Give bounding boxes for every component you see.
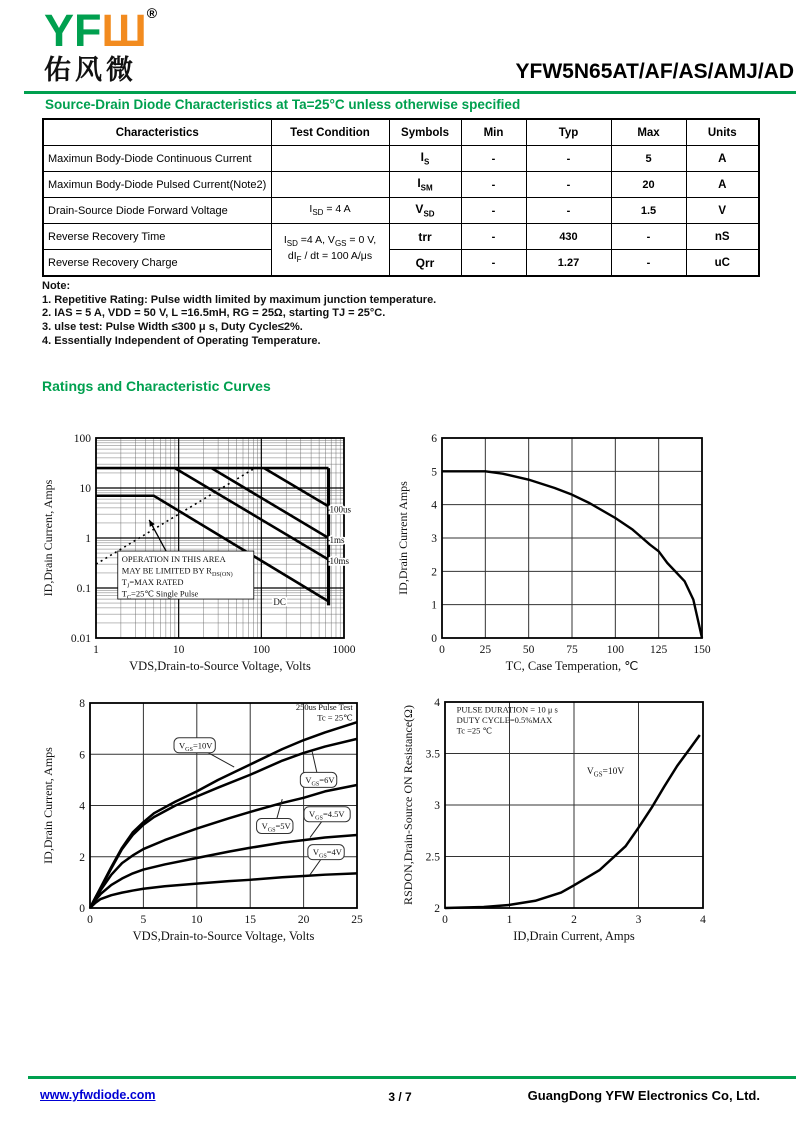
svg-text:TC, Case Temperation, ℃: TC, Case Temperation, ℃ [505,659,639,673]
table-cell: Reverse Recovery Charge [43,250,271,277]
svg-text:3: 3 [434,800,440,812]
svg-text:8: 8 [79,698,85,710]
table-cell: - [461,172,526,198]
characteristics-table [42,118,760,277]
svg-text:ID,Drain Current, Amps: ID,Drain Current, Amps [41,747,55,864]
svg-text:100us: 100us [329,504,352,515]
table-cell: $I_{SD} =4$ A, $V_{GS} = 0$ V, $dI_F$ / dt = 100 A/μs [271,224,389,277]
svg-text:2: 2 [79,851,85,864]
table-header: Typ [526,119,611,146]
notes-label: Note: [42,280,71,292]
table-cell: - [526,198,611,224]
table-row [43,224,759,250]
table-cell: 20 [611,172,686,198]
website-link[interactable]: www.yfwdiode.com [40,1088,156,1102]
header-divider [24,91,796,94]
table-cell: - [461,250,526,277]
svg-text:0.01: 0.01 [70,633,91,645]
svg-text:10: 10 [79,483,91,495]
svg-text:1: 1 [93,644,99,656]
svg-text:VGS=6V: $V_{GS}=6V$ [305,774,335,788]
svg-text:0: 0 [442,914,448,926]
svg-text:MAY BE LIMITED BY RDS(ON): MAY BE LIMITED BY $R_{DS(ON)}$ [121,565,233,579]
svg-text:2: 2 [434,903,440,915]
svg-text:ID,Drain Current, Amps: ID,Drain Current, Amps [41,479,55,597]
table-cell: - [526,146,611,172]
table-header: Characteristics [43,119,271,146]
chart-rdson-vs-current [400,668,730,958]
company-name: GuangDong YFW Electronics Co, Ltd. [527,1088,760,1103]
table-cell: - [461,198,526,224]
yfw-logo-mark [44,5,158,56]
svg-text:100: 100 [73,433,91,445]
svg-text:PULSE DURATION = 10 μ s: PULSE DURATION = 10 μ s [456,704,558,715]
svg-text:4: 4 [431,499,437,512]
svg-text:25: 25 [479,644,492,656]
note-item: 4. Essentially Independent of Operating Temperature. [42,334,321,347]
table-cell: - [526,172,611,198]
svg-text:2: 2 [431,566,437,579]
svg-text:0: 0 [431,633,437,645]
footer-divider [28,1076,796,1079]
table-cell: nS [686,224,759,250]
table-row [43,146,759,172]
svg-text:125: 125 [650,644,668,656]
page-number: 3 / 7 [388,1090,412,1104]
svg-text:1: 1 [85,533,91,545]
note-item: 2. IAS = 5 A, VDD = 50 V, L =16.5mH, RG = 25Ω, starting TJ = 25°C. [42,307,386,320]
logo-w-glyph: Ш [101,5,147,56]
svg-text:75: 75 [566,644,578,656]
svg-text:4: 4 [434,697,440,709]
note-item: 1. Repetitive Rating: Pulse width limited by maximum junction temperature. [42,293,437,306]
svg-text:1000: 1000 [332,644,356,656]
svg-text:VGS=5V: $V_{GS}=5V$ [261,821,291,834]
registered-trademark-icon: ® [146,5,158,21]
svg-text:2.5: 2.5 [425,851,440,864]
table-cell: - [461,224,526,250]
svg-text:5: 5 [140,914,147,926]
section-title-curves: Ratings and Characteristic Curves [42,378,271,394]
svg-text:VGS=4V: $V_{GS}=4V$ [312,847,342,860]
svg-text:0: 0 [87,914,93,926]
table-cell: 1.27 [526,250,611,277]
svg-text:250us Pulse Test: 250us Pulse Test [295,702,353,713]
table-row [43,250,759,277]
svg-text:ID,Drain Current, Amps: ID,Drain Current, Amps [513,929,635,943]
svg-text:4: 4 [700,914,706,926]
table-cell: A [686,172,759,198]
table-cell: - [611,224,686,250]
table-header: Max [611,119,686,146]
chart-output-characteristics [40,668,380,958]
svg-text:OPERATION IN THIS AREA: OPERATION IN THIS AREA [121,554,226,565]
table-cell: - [461,146,526,172]
table-row [43,172,759,198]
svg-text:VDS,Drain-to-Source Voltage, V: VDS,Drain-to-Source Voltage, Volts [129,659,311,673]
svg-text:0: 0 [79,903,85,915]
svg-text:DUTY CYCLE=0.5%MAX: DUTY CYCLE=0.5%MAX [456,714,553,725]
note-item: 3. ulse test: Pulse Width ≤300 μ s, Duty Cycle≤2%. [42,320,303,333]
svg-text:5: 5 [431,466,437,479]
svg-text:DC: DC [273,597,286,608]
table-header: Min [461,119,526,146]
svg-text:2: 2 [571,914,577,926]
svg-text:3: 3 [431,533,437,545]
table-header: Units [686,119,759,146]
notes-block [42,280,436,348]
svg-text:15: 15 [244,914,256,926]
svg-text:1ms: 1ms [329,534,345,545]
svg-text:Tc = 25℃: Tc = 25℃ [317,712,353,723]
table-cell: Reverse Recovery Time [43,224,271,250]
svg-text:100: 100 [252,644,270,656]
table-cell: 5 [611,146,686,172]
svg-text:3.5: 3.5 [425,748,440,761]
table-cell: Maximun Body-Diode Pulsed Current(Note2) [43,172,271,198]
table-cell: Qrr [389,250,461,277]
svg-text:ID,Drain Current Amps: ID,Drain Current Amps [396,481,410,595]
table-cell: trr [389,224,461,250]
notes-list [42,294,436,349]
svg-text:VDS,Drain-to-Source Voltage, V: VDS,Drain-to-Source Voltage, Volts [132,929,315,943]
svg-text:10: 10 [172,644,185,656]
table-cell: 430 [526,224,611,250]
table-cell: A [686,146,759,172]
table-cell: $I_{SD} = 4$ A [271,198,389,224]
svg-text:TC=25℃ Single Pulse: $T_C=25℃$ Single Pulse [121,588,199,602]
table-cell: Drain-Source Diode Forward Voltage [43,198,271,224]
table-header: Test Condition [271,119,389,146]
table-cell [271,146,389,172]
svg-text:VGS=4.5V: $V_{GS}=4.5V$ [308,809,345,822]
table-cell [271,172,389,198]
part-number-title: YFW5N65AT/AF/AS/AMJ/AD [515,60,794,83]
table-header: Symbols [389,119,461,146]
svg-text:0: 0 [439,644,445,656]
table-cell: 1.5 [611,198,686,224]
svg-text:3: 3 [635,914,642,926]
chart-safe-operating-area [40,428,390,676]
svg-text:100: 100 [606,644,624,656]
svg-text:0.1: 0.1 [76,583,91,595]
logo-yf-text: YF [44,5,102,56]
svg-text:VGS=10V: $V_{GS}=10V$ [586,767,625,779]
svg-text:Tc =25 ℃: Tc =25 ℃ [456,725,493,736]
table-cell: Maximun Body-Diode Continuous Current [43,146,271,172]
table-cell: - [611,250,686,277]
svg-text:VGS=10V: $V_{GS}=10V$ [179,740,213,753]
svg-text:1: 1 [506,914,513,926]
svg-text:10ms: 10ms [329,555,350,566]
table-cell: $I_{SM}$ [389,172,461,198]
svg-text:TJ=MAX RATED: $T_J=MAX$ RATED [121,577,184,590]
svg-text:25: 25 [351,914,363,926]
svg-text:RSDON,Drain-Source ON Resistan: RSDON,Drain-Source ON Resistance(Ω) [401,705,415,905]
svg-text:4: 4 [79,800,85,813]
yfw-logo [44,6,157,84]
svg-text:20: 20 [297,914,310,926]
table-cell: V [686,198,759,224]
svg-text:6: 6 [79,749,85,762]
section-title-diode-characteristics: Source-Drain Diode Characteristics at Ta=25°C unless otherwise specified [45,97,521,112]
svg-text:150: 150 [693,644,711,656]
logo-chinese-name: 佑风微 [44,55,137,85]
svg-text:1: 1 [431,599,437,612]
svg-text:10: 10 [191,914,203,926]
svg-text:6: 6 [431,433,437,445]
table-cell: $I_S$ [389,146,461,172]
table-cell: uC [686,250,759,277]
table-row [43,198,759,224]
svg-text:50: 50 [522,644,535,656]
chart-current-vs-temperature [395,428,725,678]
table-cell: $V_{SD}$ [389,198,461,224]
